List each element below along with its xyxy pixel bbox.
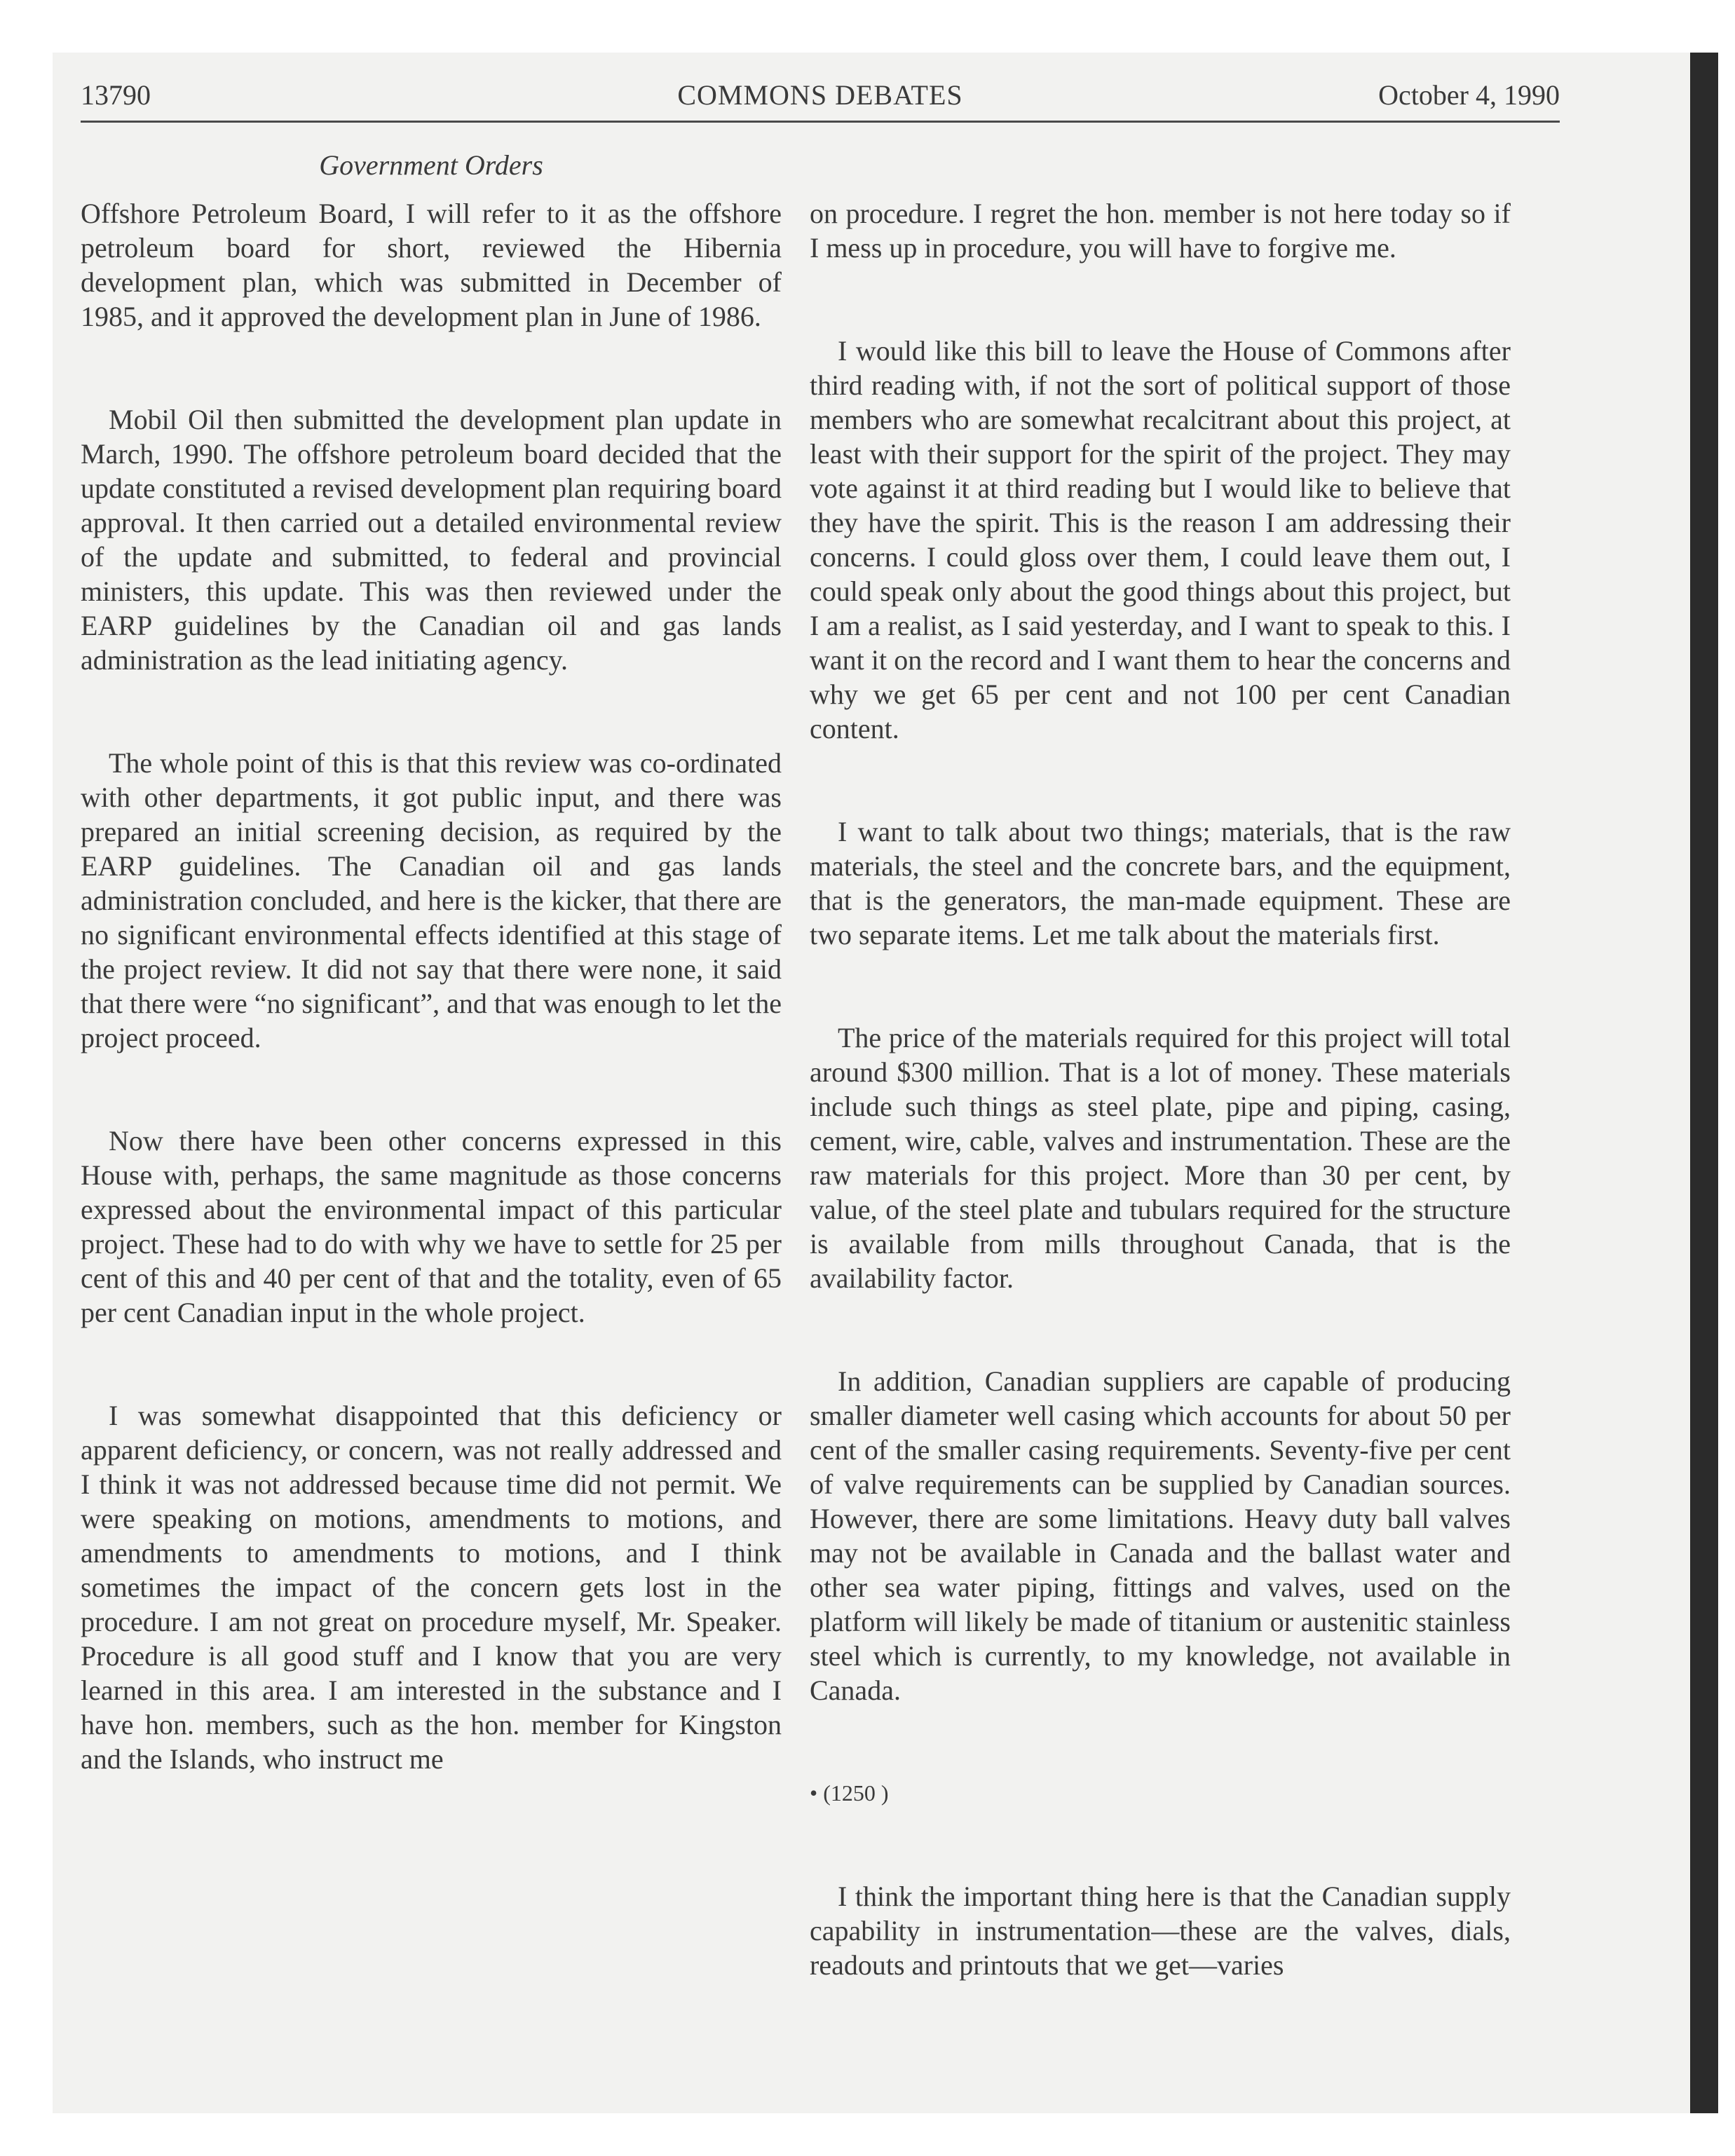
time-marker: • (1250 ): [810, 1780, 889, 1806]
paragraph: I was somewhat disappointed that this deficiency or apparent deficiency, or concern, was not really addressed and I think it was not addressed because time did not permit. We were speaking on motions, amendments to motions, and amendments to amendments to motions, and I think sometimes the impact of the concern gets lost in the procedure. I am not great on procedure myself, Mr. Speaker. Procedure is all good stuff and I know that you are very learned in this area. I am interested in the substance and I have hon. members, such as the hon. member for Kingston and the Islands, who instruct me: [81, 1400, 782, 1775]
page-number: 13790: [81, 79, 151, 111]
paragraph: on procedure. I regret the hon. member is not here today so if I mess up in procedure, you will have to forgive me.: [810, 198, 1511, 264]
right-column: [810, 196, 1511, 2051]
paragraph: Offshore Petroleum Board, I will refer to it as the offshore petroleum board for short, reviewed the Hibernia development plan, which was submitted in December of 1985, and it approved the development plan in June of 1986.: [81, 198, 782, 332]
section-title: Government Orders: [319, 149, 543, 181]
paragraph: In addition, Canadian suppliers are capable of producing smaller diameter well casing which accounts for about 50 per cent of the smaller casing requirements. Seventy-five per cent of valve requirements can be supplied by Canadian sources. However, there are some limitations. Heavy duty ball valves may not be available in Canada and the ballast water and other sea water piping, fittings and valves, used on the platform will likely be made of titanium or austenitic stainless steel which is currently, to my knowledge, not available in Canada.: [810, 1365, 1511, 1706]
paragraph: Mobil Oil then submitted the development plan update in March, 1990. The offshore petroleum board decided that the update constituted a revised development plan requiring board approval. It then carried out a detailed environmental review of the update and submitted, to federal and provincial ministers, this update. This was then reviewed under the EARP guidelines by the Canadian oil and gas lands administration as the lead initiating agency.: [81, 404, 782, 676]
paragraph: The price of the materials required for this project will total around $300 million. That is a lot of money. These materials include such things as steel plate, pipe and piping, casing, cement, wire, cable, valves and instrumentation. These are the raw materials for this project. More than 30 per cent, by value, of the steel plate and tubulars required for the structure is available from mills throughout Canada, that is the availability factor.: [810, 1022, 1511, 1294]
scan-edge-bar: [1690, 53, 1718, 2113]
page-header: [81, 79, 1560, 123]
left-column: [81, 196, 782, 1845]
paragraph: Now there have been other concerns expressed in this House with, perhaps, the same magnitude as those concerns expressed about the environmental impact of this particular project. These had to do with why we have to settle for 25 per cent of this and 40 per cent of that and the totality, even of 65 per cent Canadian input in the whole project.: [81, 1125, 782, 1328]
paragraph: I think the important thing here is that the Canadian supply capability in instrumentation—these are the valves, dials, readouts and printouts that we get—varies: [810, 1881, 1511, 1981]
paragraph: I want to talk about two things; materials, that is the raw materials, the steel and the concrete bars, and the equipment, that is the generators, the man-made equipment. These are two separate items. Let me talk about the materials first.: [810, 816, 1511, 950]
publication-title: COMMONS DEBATES: [677, 79, 963, 111]
paragraph: I would like this bill to leave the House of Commons after third reading with, if not the sort of political support of those members who are somewhat recalcitrant about this project, at least with their support for the spirit of the project. They may vote against it at third reading but I would like to believe that they have the spirit. This is the reason I am addressing their concerns. I could gloss over them, I could leave them out, I could speak only about the good things about this project, but I am a realist, as I said yesterday, and I want to speak to this. I want it on the record and I want them to hear the concerns and why we get 65 per cent and not 100 per cent Canadian content.: [810, 335, 1511, 744]
paragraph: The whole point of this is that this review was co-ordinated with other departments, it got public input, and there was prepared an initial screening decision, as required by the EARP guidelines. The Canadian oil and gas lands administration concluded, and here is the kicker, that there are no significant environmental effects identified at this stage of the project review. It did not say that there were none, it said that there were “no significant”, and that was enough to let the project proceed.: [81, 747, 782, 1053]
publication-date: October 4, 1990: [1378, 79, 1560, 111]
